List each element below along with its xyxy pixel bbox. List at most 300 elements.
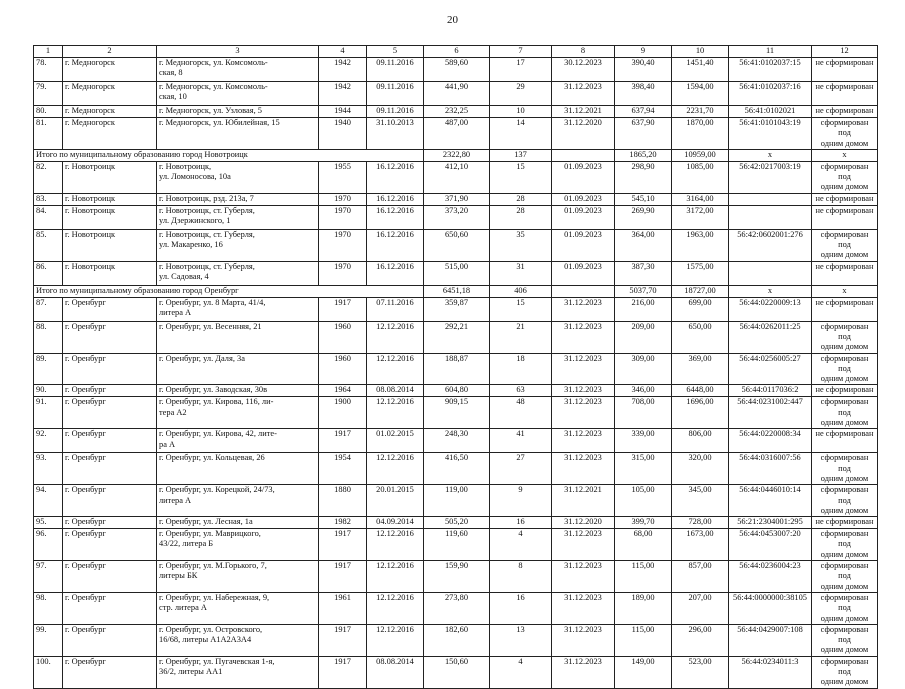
table-cell: 115,00 bbox=[615, 561, 672, 593]
table-cell: 12.12.2016 bbox=[367, 353, 424, 385]
table-cell: 298,90 bbox=[615, 161, 672, 193]
table-cell: x bbox=[729, 285, 812, 297]
table-cell: 56:44:0000000:38105 bbox=[729, 592, 812, 624]
header-cell: 4 bbox=[319, 46, 367, 58]
table-cell: 1900 bbox=[319, 397, 367, 429]
table-cell: 209,00 bbox=[615, 321, 672, 353]
table-row bbox=[34, 429, 878, 453]
table-cell: 149,00 bbox=[615, 656, 672, 688]
table-cell: 95. bbox=[34, 517, 63, 529]
header-cell: 9 bbox=[615, 46, 672, 58]
header-cell: 8 bbox=[552, 46, 615, 58]
table-cell: сформирован под одним домом bbox=[812, 453, 878, 485]
table-row bbox=[34, 193, 878, 205]
table-cell: 1594,00 bbox=[672, 82, 729, 106]
table-cell: 487,00 bbox=[424, 118, 490, 150]
table-cell: 56:44:0316007:56 bbox=[729, 453, 812, 485]
table-cell: 369,00 bbox=[672, 353, 729, 385]
table-cell: 398,40 bbox=[615, 82, 672, 106]
table-cell: 56:44:0429007:108 bbox=[729, 624, 812, 656]
table-cell: 1085,00 bbox=[672, 161, 729, 193]
table-row bbox=[34, 106, 878, 118]
table-cell: 82. bbox=[34, 161, 63, 193]
table-cell: 15 bbox=[490, 161, 552, 193]
table-cell: 1961 bbox=[319, 592, 367, 624]
table-cell: 18 bbox=[490, 353, 552, 385]
table-cell: 14 bbox=[490, 118, 552, 150]
table-cell: не сформирован bbox=[812, 429, 878, 453]
table-cell: 31.12.2023 bbox=[552, 385, 615, 397]
table-cell: 9 bbox=[490, 485, 552, 517]
table-cell: 416,50 bbox=[424, 453, 490, 485]
table-cell: г. Оренбург, ул. Заводская, 30в bbox=[157, 385, 319, 397]
table-cell: 31.12.2023 bbox=[552, 624, 615, 656]
table-cell: 01.02.2015 bbox=[367, 429, 424, 453]
table-cell: 1955 bbox=[319, 161, 367, 193]
table-cell: 216,00 bbox=[615, 297, 672, 321]
table-row bbox=[34, 485, 878, 517]
table-cell: 1970 bbox=[319, 229, 367, 261]
table-cell: 81. bbox=[34, 118, 63, 150]
table-cell: 441,90 bbox=[424, 82, 490, 106]
table-cell: 637,94 bbox=[615, 106, 672, 118]
table-cell: не сформирован bbox=[812, 106, 878, 118]
table-cell: 56:42:0217003:19 bbox=[729, 161, 812, 193]
table-row bbox=[34, 261, 878, 285]
table-cell: 4 bbox=[490, 529, 552, 561]
table-cell: 1870,00 bbox=[672, 118, 729, 150]
table-cell: 1865,20 bbox=[615, 149, 672, 161]
table-cell: 708,00 bbox=[615, 397, 672, 429]
table-cell: г. Оренбург, ул. Маврицкого, 43/22, литера Б bbox=[157, 529, 319, 561]
table-row bbox=[34, 561, 878, 593]
table-cell: 56:41:0101043:19 bbox=[729, 118, 812, 150]
table-cell: 30.12.2023 bbox=[552, 58, 615, 82]
table-cell: г. Оренбург, ул. Кирова, 42, лите- ра А bbox=[157, 429, 319, 453]
table-cell: 31.10.2013 bbox=[367, 118, 424, 150]
table-cell: г. Оренбург, ул. 8 Марта, 41/4, литера А bbox=[157, 297, 319, 321]
table-cell: г. Оренбург bbox=[63, 429, 157, 453]
table-cell: 89. bbox=[34, 353, 63, 385]
header-cell: 1 bbox=[34, 46, 63, 58]
table-cell: 15 bbox=[490, 297, 552, 321]
table-cell: 97. bbox=[34, 561, 63, 593]
table-cell: 3172,00 bbox=[672, 205, 729, 229]
table-cell bbox=[729, 193, 812, 205]
table-row bbox=[34, 229, 878, 261]
table-cell: 1696,00 bbox=[672, 397, 729, 429]
table-cell: 20.01.2015 bbox=[367, 485, 424, 517]
table-cell: 27 bbox=[490, 453, 552, 485]
table-cell: x bbox=[812, 285, 878, 297]
table-cell: 390,40 bbox=[615, 58, 672, 82]
table-cell: г. Медногорск, ул. Юбилейная, 15 bbox=[157, 118, 319, 150]
table-cell: 1917 bbox=[319, 529, 367, 561]
table-cell: г. Новотроицк, ст. Губерля, ул. Садовая, 4 bbox=[157, 261, 319, 285]
table-cell: 12.12.2016 bbox=[367, 321, 424, 353]
table-cell: 137 bbox=[490, 149, 552, 161]
table-cell: 806,00 bbox=[672, 429, 729, 453]
table-cell: 04.09.2014 bbox=[367, 517, 424, 529]
table-cell: 545,10 bbox=[615, 193, 672, 205]
table-cell: 309,00 bbox=[615, 353, 672, 385]
table-cell: г. Оренбург bbox=[63, 397, 157, 429]
table-cell: 1917 bbox=[319, 297, 367, 321]
table-cell: 28 bbox=[490, 205, 552, 229]
table-cell: 2322,80 bbox=[424, 149, 490, 161]
table-cell: г. Оренбург bbox=[63, 561, 157, 593]
table-row bbox=[34, 297, 878, 321]
table-cell: 909,15 bbox=[424, 397, 490, 429]
table-cell: 31.12.2023 bbox=[552, 561, 615, 593]
table-cell: 1970 bbox=[319, 205, 367, 229]
table-cell: 373,20 bbox=[424, 205, 490, 229]
table-cell: 320,00 bbox=[672, 453, 729, 485]
table-cell: 273,80 bbox=[424, 592, 490, 624]
table-cell: сформирован под одним домом bbox=[812, 353, 878, 385]
table-cell: 1940 bbox=[319, 118, 367, 150]
table-cell: 16.12.2016 bbox=[367, 261, 424, 285]
table-cell: г. Оренбург bbox=[63, 453, 157, 485]
table-cell: 1970 bbox=[319, 261, 367, 285]
table-cell: 5037,70 bbox=[615, 285, 672, 297]
table-cell: г. Новотроицк, ст. Губерля, ул. Дзержинского, 1 bbox=[157, 205, 319, 229]
table-cell: 07.11.2016 bbox=[367, 297, 424, 321]
table-cell: 589,60 bbox=[424, 58, 490, 82]
table-cell: 248,30 bbox=[424, 429, 490, 453]
table-cell: 94. bbox=[34, 485, 63, 517]
table-row bbox=[34, 656, 878, 688]
table-cell: 12.12.2016 bbox=[367, 592, 424, 624]
table-cell: 406 bbox=[490, 285, 552, 297]
table-cell: 93. bbox=[34, 453, 63, 485]
table-cell: x bbox=[729, 149, 812, 161]
table-cell: г. Оренбург bbox=[63, 529, 157, 561]
table-row bbox=[34, 82, 878, 106]
table-cell: 56:44:0220009:13 bbox=[729, 297, 812, 321]
table-cell: 98. bbox=[34, 592, 63, 624]
table-cell bbox=[729, 205, 812, 229]
table-cell: г. Оренбург bbox=[63, 656, 157, 688]
table-cell: 12.12.2016 bbox=[367, 561, 424, 593]
table-cell: 31.12.2020 bbox=[552, 517, 615, 529]
table-cell: сформирован под одним домом bbox=[812, 561, 878, 593]
table-cell: 86. bbox=[34, 261, 63, 285]
table-cell: г. Оренбург, ул. Корецкой, 24/73, литера А bbox=[157, 485, 319, 517]
table-cell: г. Новотроицк bbox=[63, 193, 157, 205]
table-cell: 10959,00 bbox=[672, 149, 729, 161]
table-cell: 412,10 bbox=[424, 161, 490, 193]
table-cell: 48 bbox=[490, 397, 552, 429]
table-cell: г. Оренбург bbox=[63, 297, 157, 321]
table-cell: 31.12.2023 bbox=[552, 82, 615, 106]
table-cell: 16.12.2016 bbox=[367, 229, 424, 261]
table-cell: 387,30 bbox=[615, 261, 672, 285]
table-cell: 1917 bbox=[319, 624, 367, 656]
table-row bbox=[34, 353, 878, 385]
table-cell: 650,00 bbox=[672, 321, 729, 353]
table-cell: сформирован под одним домом bbox=[812, 485, 878, 517]
table-cell: г. Оренбург bbox=[63, 485, 157, 517]
table-cell: 6448,00 bbox=[672, 385, 729, 397]
table-cell: г. Новотроицк, ул. Ломоносова, 10а bbox=[157, 161, 319, 193]
table-row bbox=[34, 592, 878, 624]
table-cell: 31.12.2023 bbox=[552, 656, 615, 688]
table-cell: не сформирован bbox=[812, 517, 878, 529]
table-cell: 17 bbox=[490, 58, 552, 82]
table-cell: 01.09.2023 bbox=[552, 261, 615, 285]
table-cell: 728,00 bbox=[672, 517, 729, 529]
table-cell: 159,90 bbox=[424, 561, 490, 593]
table-row bbox=[34, 385, 878, 397]
table-cell: г. Оренбург, ул. Даля, 3а bbox=[157, 353, 319, 385]
table-cell: г. Новотроицк, рзд. 213а, 7 bbox=[157, 193, 319, 205]
table-cell: 31.12.2023 bbox=[552, 592, 615, 624]
table-cell: Итого по муниципальному образованию город Оренбург bbox=[34, 285, 424, 297]
table-cell: 21 bbox=[490, 321, 552, 353]
table-cell: не сформирован bbox=[812, 261, 878, 285]
table-cell: 56:41:0102021 bbox=[729, 106, 812, 118]
table-cell: сформирован под одним домом bbox=[812, 161, 878, 193]
table-cell: 515,00 bbox=[424, 261, 490, 285]
table-cell: 1673,00 bbox=[672, 529, 729, 561]
table-cell: 31.12.2021 bbox=[552, 485, 615, 517]
table-cell: 85. bbox=[34, 229, 63, 261]
table-cell: 12.12.2016 bbox=[367, 529, 424, 561]
table-cell: г. Оренбург, ул. Пугачевская 1-я, 36/2, литеры АА1 bbox=[157, 656, 319, 688]
table-cell: 1960 bbox=[319, 353, 367, 385]
table-cell: 119,60 bbox=[424, 529, 490, 561]
table-cell: 1575,00 bbox=[672, 261, 729, 285]
table-cell: 56:42:0602001:276 bbox=[729, 229, 812, 261]
table-cell: 08.08.2014 bbox=[367, 385, 424, 397]
table-cell: не сформирован bbox=[812, 58, 878, 82]
table-cell: г. Медногорск bbox=[63, 118, 157, 150]
header-cell: 7 bbox=[490, 46, 552, 58]
table-cell: г. Оренбург, ул. М.Горького, 7, литеры БК bbox=[157, 561, 319, 593]
table-row bbox=[34, 118, 878, 150]
table-cell: 56:44:0262011:25 bbox=[729, 321, 812, 353]
table-cell: г. Оренбург bbox=[63, 321, 157, 353]
table-cell: 29 bbox=[490, 82, 552, 106]
table-cell: 1917 bbox=[319, 429, 367, 453]
table-cell: 31.12.2023 bbox=[552, 321, 615, 353]
table-cell: 105,00 bbox=[615, 485, 672, 517]
table-cell: 505,20 bbox=[424, 517, 490, 529]
table-cell: 315,00 bbox=[615, 453, 672, 485]
table-row bbox=[34, 321, 878, 353]
table-cell: 99. bbox=[34, 624, 63, 656]
table-cell: 150,60 bbox=[424, 656, 490, 688]
table-cell: 56:21:2304001:295 bbox=[729, 517, 812, 529]
table-cell: 31.12.2021 bbox=[552, 106, 615, 118]
table-cell: 31.12.2023 bbox=[552, 453, 615, 485]
table-cell: 56:44:0236004:23 bbox=[729, 561, 812, 593]
table-cell: не сформирован bbox=[812, 193, 878, 205]
table-cell: г. Новотроицк bbox=[63, 205, 157, 229]
table-cell: 399,70 bbox=[615, 517, 672, 529]
table-cell: 8 bbox=[490, 561, 552, 593]
table-cell: 09.11.2016 bbox=[367, 106, 424, 118]
table-cell: 13 bbox=[490, 624, 552, 656]
table-cell: 31.12.2023 bbox=[552, 297, 615, 321]
table-cell: 1970 bbox=[319, 193, 367, 205]
table-cell: 91. bbox=[34, 397, 63, 429]
table-cell: 56:44:0220008:34 bbox=[729, 429, 812, 453]
table-cell: 1954 bbox=[319, 453, 367, 485]
table-cell: 16 bbox=[490, 517, 552, 529]
table-cell: 371,90 bbox=[424, 193, 490, 205]
table-cell: 28 bbox=[490, 193, 552, 205]
table-cell: 12.12.2016 bbox=[367, 624, 424, 656]
header-cell: 12 bbox=[812, 46, 878, 58]
table-cell: 292,21 bbox=[424, 321, 490, 353]
table-cell: 09.11.2016 bbox=[367, 82, 424, 106]
table-cell: 3164,00 bbox=[672, 193, 729, 205]
table-cell: 2231,70 bbox=[672, 106, 729, 118]
table-cell: 84. bbox=[34, 205, 63, 229]
table-cell: 31.12.2023 bbox=[552, 529, 615, 561]
table-cell: 83. bbox=[34, 193, 63, 205]
table-cell: 4 bbox=[490, 656, 552, 688]
table-cell: 56:41:0102037:15 bbox=[729, 58, 812, 82]
table-row bbox=[34, 161, 878, 193]
table-cell: 604,80 bbox=[424, 385, 490, 397]
table-cell: 92. bbox=[34, 429, 63, 453]
table-cell: 1942 bbox=[319, 82, 367, 106]
table-row bbox=[34, 529, 878, 561]
table-cell: 1960 bbox=[319, 321, 367, 353]
page-number: 20 bbox=[447, 14, 458, 26]
header-cell: 5 bbox=[367, 46, 424, 58]
table-cell: 88. bbox=[34, 321, 63, 353]
table-row bbox=[34, 453, 878, 485]
table-cell: 182,60 bbox=[424, 624, 490, 656]
table-cell: 119,00 bbox=[424, 485, 490, 517]
table-cell: г. Новотроицк bbox=[63, 161, 157, 193]
table-cell: 31.12.2020 bbox=[552, 118, 615, 150]
table-cell: 01.09.2023 bbox=[552, 205, 615, 229]
table-row bbox=[34, 397, 878, 429]
table-cell: x bbox=[812, 149, 878, 161]
table-cell: 1880 bbox=[319, 485, 367, 517]
table-cell: сформирован под одним домом bbox=[812, 118, 878, 150]
table-cell: 523,00 bbox=[672, 656, 729, 688]
table-cell: г. Медногорск, ул. Комсомоль- ская, 10 bbox=[157, 82, 319, 106]
table-cell: 78. bbox=[34, 58, 63, 82]
table-cell: 63 bbox=[490, 385, 552, 397]
table-cell: сформирован под одним домом bbox=[812, 592, 878, 624]
table-cell: сформирован под одним домом bbox=[812, 229, 878, 261]
table-cell: 1963,00 bbox=[672, 229, 729, 261]
table-cell: не сформирован bbox=[812, 385, 878, 397]
table-cell: 09.11.2016 bbox=[367, 58, 424, 82]
table-cell: не сформирован bbox=[812, 205, 878, 229]
table-cell: 31.12.2023 bbox=[552, 397, 615, 429]
table-cell: 10 bbox=[490, 106, 552, 118]
table-cell: г. Оренбург, ул. Набережная, 9, стр. литера А bbox=[157, 592, 319, 624]
total-row bbox=[34, 285, 878, 297]
table-cell bbox=[552, 285, 615, 297]
table-cell: 56:44:0453007:20 bbox=[729, 529, 812, 561]
table-cell: 68,00 bbox=[615, 529, 672, 561]
table-cell bbox=[552, 149, 615, 161]
table-cell: сформирован под одним домом bbox=[812, 529, 878, 561]
total-row bbox=[34, 149, 878, 161]
table-cell: 16.12.2016 bbox=[367, 205, 424, 229]
table-cell: 637,90 bbox=[615, 118, 672, 150]
table-cell: г. Оренбург bbox=[63, 517, 157, 529]
table-cell: г. Медногорск, ул. Комсомоль- ская, 8 bbox=[157, 58, 319, 82]
table-cell: г. Новотроицк bbox=[63, 229, 157, 261]
table-cell: 232,25 bbox=[424, 106, 490, 118]
table-cell: 650,60 bbox=[424, 229, 490, 261]
table-cell: 115,00 bbox=[615, 624, 672, 656]
header-cell: 6 bbox=[424, 46, 490, 58]
table-cell: 31.12.2023 bbox=[552, 353, 615, 385]
header-cell: 3 bbox=[157, 46, 319, 58]
table-row bbox=[34, 517, 878, 529]
table-cell: г. Медногорск bbox=[63, 82, 157, 106]
table-cell: 01.09.2023 bbox=[552, 193, 615, 205]
table-cell: 189,00 bbox=[615, 592, 672, 624]
table-cell: 56:44:0117036:2 bbox=[729, 385, 812, 397]
table-body bbox=[34, 46, 878, 689]
table-cell: г. Оренбург, ул. Кольцевая, 26 bbox=[157, 453, 319, 485]
table-cell: 6451,18 bbox=[424, 285, 490, 297]
table-cell: 1942 bbox=[319, 58, 367, 82]
header-cell: 10 bbox=[672, 46, 729, 58]
table-cell: 699,00 bbox=[672, 297, 729, 321]
table-cell: не сформирован bbox=[812, 297, 878, 321]
table-cell: сформирован под одним домом bbox=[812, 397, 878, 429]
table-cell: Итого по муниципальному образованию город Новотроицк bbox=[34, 149, 424, 161]
table-cell: 08.08.2014 bbox=[367, 656, 424, 688]
header-row bbox=[34, 46, 878, 58]
table-cell: 56:41:0102037:16 bbox=[729, 82, 812, 106]
table-cell: 16.12.2016 bbox=[367, 193, 424, 205]
table-cell: 1982 bbox=[319, 517, 367, 529]
table-cell: 56:44:0256005:27 bbox=[729, 353, 812, 385]
table-cell: сформирован под одним домом bbox=[812, 321, 878, 353]
table-cell: сформирован под одним домом bbox=[812, 624, 878, 656]
table-cell: 339,00 bbox=[615, 429, 672, 453]
table-cell: г. Новотроицк bbox=[63, 261, 157, 285]
table-cell: 100. bbox=[34, 656, 63, 688]
table-cell: 90. bbox=[34, 385, 63, 397]
table-cell: 857,00 bbox=[672, 561, 729, 593]
table-cell: г. Медногорск, ул. Узловая, 5 bbox=[157, 106, 319, 118]
table-cell: 56:44:0234011:3 bbox=[729, 656, 812, 688]
table-cell: 56:44:0446010:14 bbox=[729, 485, 812, 517]
table-cell: г. Оренбург, ул. Кирова, 116, ли- тера А2 bbox=[157, 397, 319, 429]
table-row bbox=[34, 624, 878, 656]
table-cell: 35 bbox=[490, 229, 552, 261]
table-cell: 16 bbox=[490, 592, 552, 624]
table-cell: г. Оренбург, ул. Островского, 16/68, литеры А1А2А3А4 bbox=[157, 624, 319, 656]
table-cell: 1917 bbox=[319, 656, 367, 688]
table-cell: г. Медногорск bbox=[63, 58, 157, 82]
table-cell: г. Оренбург bbox=[63, 353, 157, 385]
table-cell: 359,87 bbox=[424, 297, 490, 321]
table-cell: 87. bbox=[34, 297, 63, 321]
table-cell: г. Оренбург, ул. Лесная, 1а bbox=[157, 517, 319, 529]
table-cell: не сформирован bbox=[812, 82, 878, 106]
table-row bbox=[34, 205, 878, 229]
header-cell: 2 bbox=[63, 46, 157, 58]
table-cell: 96. bbox=[34, 529, 63, 561]
table-cell: г. Новотроицк, ст. Губерля, ул. Макаренко, 16 bbox=[157, 229, 319, 261]
